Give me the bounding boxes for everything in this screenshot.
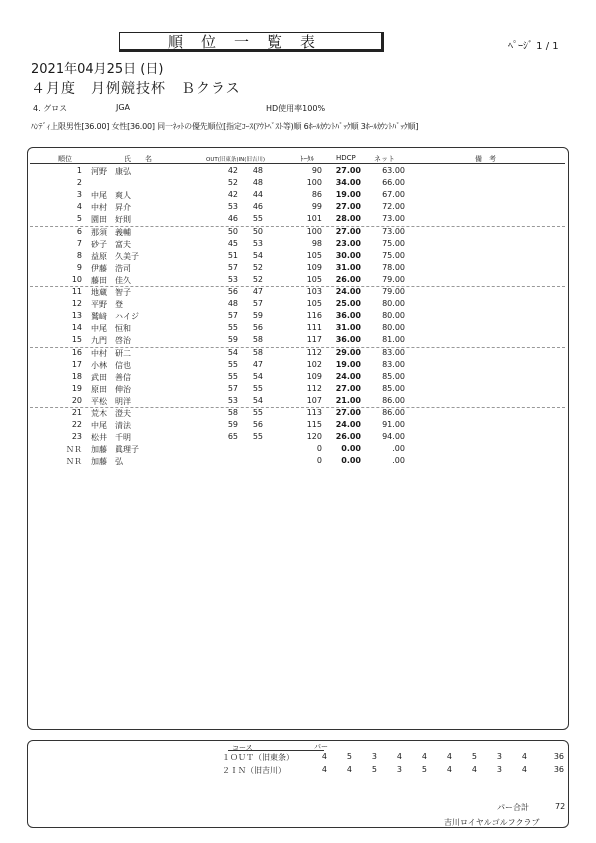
total-score: 86 [311, 190, 322, 200]
in-score: 58 [252, 335, 263, 345]
total-score: 101 [306, 214, 322, 224]
player-name: 益原 久美子 [91, 251, 139, 261]
out-score: 42 [227, 190, 238, 200]
rank-cell: 17 [71, 359, 82, 369]
in-score: 55 [252, 214, 263, 224]
rank-cell: 10 [71, 274, 82, 284]
out-score: 46 [227, 214, 238, 224]
total-score: 116 [306, 311, 322, 321]
total-score: 109 [306, 262, 322, 272]
table-row [0, 360, 596, 372]
par-course-total: 36 [553, 752, 564, 761]
table-row [0, 384, 596, 396]
rank-cell: 23 [71, 432, 82, 442]
net-score: 78.00 [382, 262, 405, 272]
rank-cell: 20 [71, 395, 82, 405]
in-score: 48 [252, 178, 263, 188]
table-row [0, 239, 596, 251]
total-score: 107 [306, 395, 322, 405]
in-score: 56 [252, 323, 263, 333]
rank-cell: ＮＲ [66, 457, 82, 467]
out-score: 52 [227, 178, 238, 188]
out-score: 55 [227, 371, 238, 381]
par-hole-value: 3 [371, 752, 377, 761]
page-title: 順位一覧表 [119, 32, 384, 52]
hdcp-value: 24.00 [335, 371, 361, 381]
header-rank: 順位 [58, 155, 72, 163]
player-name: 河野 康弘 [91, 167, 131, 176]
par-hole-value: 4 [446, 752, 452, 761]
net-score: 73.00 [382, 226, 405, 236]
total-score: 99 [311, 202, 322, 212]
hdcp-value: 36.00 [335, 335, 361, 345]
total-score: 0 [316, 444, 322, 454]
rank-cell: 9 [76, 262, 82, 272]
player-name: 平松 明洋 [91, 396, 131, 406]
total-score: 113 [306, 408, 322, 417]
table-row [0, 432, 596, 444]
par-course-name: １ＯＵＴ（旧東条） [222, 753, 294, 762]
net-score: 63.00 [382, 166, 405, 175]
in-score: 56 [252, 420, 263, 430]
par-hole-value: 5 [371, 765, 377, 774]
player-name: 鷲﨑 ハイジ [91, 312, 139, 322]
out-score: 42 [227, 166, 238, 175]
total-score: 112 [306, 347, 322, 357]
player-name: 平野 登 [91, 300, 123, 310]
total-score: 98 [311, 238, 322, 248]
table-row [0, 251, 596, 263]
out-score: 53 [227, 202, 238, 212]
handicap-conditions: ﾊﾝﾃﾞｨ上限男性[36.00] 女性[36.00] 同一ﾈｯﾄの優先順位[指定ｺｰｽ(ｱｳﾄﾍﾞｽﾄ等)順 6ﾎｰﾙｶｳﾝﾄﾊﾞｯｸ順 3ﾎｰﾙｶｳﾝﾄﾊﾞｯｸ順] [31, 122, 419, 131]
total-score: 115 [306, 420, 322, 430]
table-row [0, 263, 596, 275]
net-score: 80.00 [382, 311, 405, 321]
rank-cell: 19 [71, 383, 82, 393]
par-hole-value: 4 [521, 765, 527, 774]
par-hole-value: 4 [396, 752, 402, 761]
rank-cell: 15 [71, 335, 82, 345]
out-score: 59 [227, 420, 238, 430]
par-hole-value: 4 [471, 765, 477, 774]
scoring-method: 4. グロス [33, 104, 68, 113]
organizer: JGA [116, 103, 131, 112]
total-score: 111 [306, 323, 322, 333]
page-indicator: ﾍﾟｰｼﾞ 1 / 1 [508, 41, 559, 52]
total-score: 103 [306, 287, 322, 296]
table-row [0, 299, 596, 311]
net-score: 67.00 [382, 190, 405, 200]
player-name: 伊藤 浩司 [91, 263, 131, 273]
net-score: 79.00 [382, 287, 405, 296]
in-score: 55 [252, 432, 263, 442]
header-net: ネット [374, 155, 395, 163]
table-row [0, 348, 596, 360]
par-total-value: 72 [555, 802, 566, 811]
total-score: 117 [306, 335, 322, 345]
out-score: 53 [227, 274, 238, 284]
in-score: 54 [252, 395, 263, 405]
rank-cell: 22 [71, 420, 82, 430]
rank-cell: 11 [71, 287, 82, 296]
par-hole-value: 4 [346, 765, 352, 774]
out-score: 57 [227, 311, 238, 321]
net-score: 66.00 [382, 178, 405, 188]
out-score: 59 [227, 335, 238, 345]
net-score: 73.00 [382, 214, 405, 224]
out-score: 53 [227, 395, 238, 405]
table-row [0, 178, 596, 190]
out-score: 51 [227, 250, 238, 260]
table-row [0, 408, 596, 420]
table-row [0, 323, 596, 335]
hdcp-value: 28.00 [335, 214, 361, 224]
player-name: 九門 啓治 [91, 336, 131, 346]
table-row [0, 166, 596, 178]
hdcp-value: 27.00 [335, 226, 361, 236]
par-hole-value: 4 [446, 765, 452, 774]
net-score: 80.00 [382, 323, 405, 333]
hdcp-value: 0.00 [341, 456, 361, 466]
par-total-label: パー合計 [497, 803, 529, 812]
rank-cell: 2 [76, 178, 82, 188]
player-name: 地蔵 智子 [91, 288, 131, 297]
net-score: 83.00 [382, 347, 405, 357]
out-score: 57 [227, 262, 238, 272]
net-score: 79.00 [382, 274, 405, 284]
in-score: 48 [252, 166, 263, 175]
table-row [0, 190, 596, 202]
hdcp-value: 21.00 [335, 395, 361, 405]
out-score: 50 [227, 226, 238, 236]
hdcp-value: 27.00 [335, 408, 361, 417]
hdcp-value: 24.00 [335, 420, 361, 430]
in-score: 57 [252, 299, 263, 309]
rank-cell: 8 [76, 250, 82, 260]
hdcp-value: 31.00 [335, 323, 361, 333]
hdcp-value: 30.00 [335, 250, 361, 260]
par-course-total: 36 [553, 765, 564, 774]
in-score: 54 [252, 371, 263, 381]
net-score: 85.00 [382, 383, 405, 393]
total-score: 0 [316, 456, 322, 466]
total-score: 105 [306, 250, 322, 260]
header-divider [30, 163, 565, 164]
player-name: 中村 昇介 [91, 203, 131, 213]
net-score: 91.00 [382, 420, 405, 430]
net-score: 80.00 [382, 299, 405, 309]
par-hole-value: 4 [321, 752, 327, 761]
player-name: 松井 千明 [91, 433, 131, 443]
par-hole-value: 3 [496, 765, 502, 774]
hd-rate: HD使用率100% [266, 104, 326, 113]
net-score: .00 [392, 456, 405, 466]
in-score: 46 [252, 202, 263, 212]
par-hole-value: 5 [421, 765, 427, 774]
hdcp-value: 27.00 [335, 202, 361, 212]
par-table-course-label: コース [232, 744, 253, 752]
par-course-name: ２ＩＮ（旧吉川） [222, 766, 286, 775]
header-total: ﾄｰﾀﾙ [300, 155, 314, 163]
rank-cell: 16 [71, 347, 82, 357]
par-table-divider [228, 750, 324, 751]
competition-date: 2021年04月25日 (日) [31, 62, 164, 77]
rank-cell: 12 [71, 299, 82, 309]
hdcp-value: 25.00 [335, 299, 361, 309]
event-title: ４月度 月例競技杯 Ｂクラス [31, 81, 241, 97]
hdcp-value: 23.00 [335, 238, 361, 248]
par-hole-value: 3 [396, 765, 402, 774]
net-score: 86.00 [382, 395, 405, 405]
header-name: 氏 名 [124, 155, 152, 163]
hdcp-value: 26.00 [335, 274, 361, 284]
rank-cell: 6 [76, 226, 82, 236]
hdcp-value: 29.00 [335, 347, 361, 357]
net-score: 75.00 [382, 238, 405, 248]
net-score: 81.00 [382, 335, 405, 345]
net-score: 83.00 [382, 359, 405, 369]
par-hole-value: 3 [496, 752, 502, 761]
par-hole-value: 5 [346, 752, 352, 761]
hdcp-value: 19.00 [335, 190, 361, 200]
hdcp-value: 19.00 [335, 359, 361, 369]
club-name: 吉川ロイヤルゴルフクラブ [444, 818, 540, 827]
player-name: 中尾 爽人 [91, 191, 131, 201]
out-score: 54 [227, 347, 238, 357]
total-score: 90 [311, 166, 322, 175]
header-out-in: OUT(旧東条)IN(旧吉川) [206, 157, 266, 163]
player-name: 小林 信也 [91, 360, 131, 370]
in-score: 58 [252, 347, 263, 357]
rank-cell: 1 [76, 166, 82, 175]
in-score: 55 [252, 408, 263, 417]
out-score: 65 [227, 432, 238, 442]
header-remarks: 備 考 [475, 155, 496, 163]
in-score: 59 [252, 311, 263, 321]
hdcp-value: 26.00 [335, 432, 361, 442]
out-score: 55 [227, 323, 238, 333]
rank-cell: ＮＲ [66, 445, 82, 455]
out-score: 45 [227, 238, 238, 248]
rank-cell: 7 [76, 238, 82, 248]
out-score: 55 [227, 359, 238, 369]
in-score: 54 [252, 250, 263, 260]
rank-cell: 14 [71, 323, 82, 333]
rank-cell: 21 [71, 408, 82, 417]
player-name: 武田 善信 [91, 372, 131, 382]
par-table-par-label: パー [314, 743, 328, 751]
in-score: 52 [252, 262, 263, 272]
total-score: 102 [306, 359, 322, 369]
hdcp-value: 27.00 [335, 383, 361, 393]
header-hdcp: HDCP [336, 154, 356, 162]
player-name: 加藤 眞理子 [91, 445, 139, 455]
in-score: 52 [252, 274, 263, 284]
total-score: 105 [306, 274, 322, 284]
total-score: 109 [306, 371, 322, 381]
player-name: 加藤 弘 [91, 457, 123, 467]
total-score: 100 [306, 178, 322, 188]
player-name: 中尾 清法 [91, 421, 131, 431]
rank-cell: 5 [76, 214, 82, 224]
par-hole-value: 4 [521, 752, 527, 761]
table-row [0, 311, 596, 323]
hdcp-value: 24.00 [335, 287, 361, 296]
player-name: 藤田 佳久 [91, 275, 131, 285]
rank-cell: 18 [71, 371, 82, 381]
hdcp-value: 36.00 [335, 311, 361, 321]
out-score: 56 [227, 287, 238, 296]
table-row [0, 202, 596, 214]
net-score: 94.00 [382, 432, 405, 442]
player-name: 中尾 恒和 [91, 324, 131, 334]
net-score: .00 [392, 444, 405, 454]
rank-cell: 4 [76, 202, 82, 212]
net-score: 86.00 [382, 408, 405, 417]
table-row [0, 456, 596, 468]
hdcp-value: 34.00 [335, 178, 361, 188]
rank-cell: 3 [76, 190, 82, 200]
total-score: 100 [306, 226, 322, 236]
table-row [0, 444, 596, 456]
table-row [0, 372, 596, 384]
par-hole-value: 5 [471, 752, 477, 761]
table-row [0, 420, 596, 432]
net-score: 85.00 [382, 371, 405, 381]
net-score: 75.00 [382, 250, 405, 260]
par-hole-value: 4 [421, 752, 427, 761]
out-score: 57 [227, 383, 238, 393]
table-row [0, 287, 596, 299]
player-name: 荒木 澄夫 [91, 409, 131, 418]
hdcp-value: 31.00 [335, 262, 361, 272]
in-score: 47 [252, 359, 263, 369]
in-score: 55 [252, 383, 263, 393]
player-name: 那須 義輔 [91, 227, 131, 237]
total-score: 105 [306, 299, 322, 309]
hdcp-value: 0.00 [341, 444, 361, 454]
total-score: 112 [306, 383, 322, 393]
player-name: 園田 好則 [91, 215, 131, 225]
rank-cell: 13 [71, 311, 82, 321]
out-score: 58 [227, 408, 238, 417]
table-row [0, 227, 596, 239]
player-name: 原田 伸治 [91, 384, 131, 394]
net-score: 72.00 [382, 202, 405, 212]
player-name: 砂子 富夫 [91, 239, 131, 249]
player-name: 中村 研二 [91, 348, 131, 358]
hdcp-value: 27.00 [335, 166, 361, 175]
total-score: 120 [306, 432, 322, 442]
in-score: 50 [252, 226, 263, 236]
in-score: 44 [252, 190, 263, 200]
in-score: 47 [252, 287, 263, 296]
in-score: 53 [252, 238, 263, 248]
out-score: 48 [227, 299, 238, 309]
par-hole-value: 4 [321, 765, 327, 774]
